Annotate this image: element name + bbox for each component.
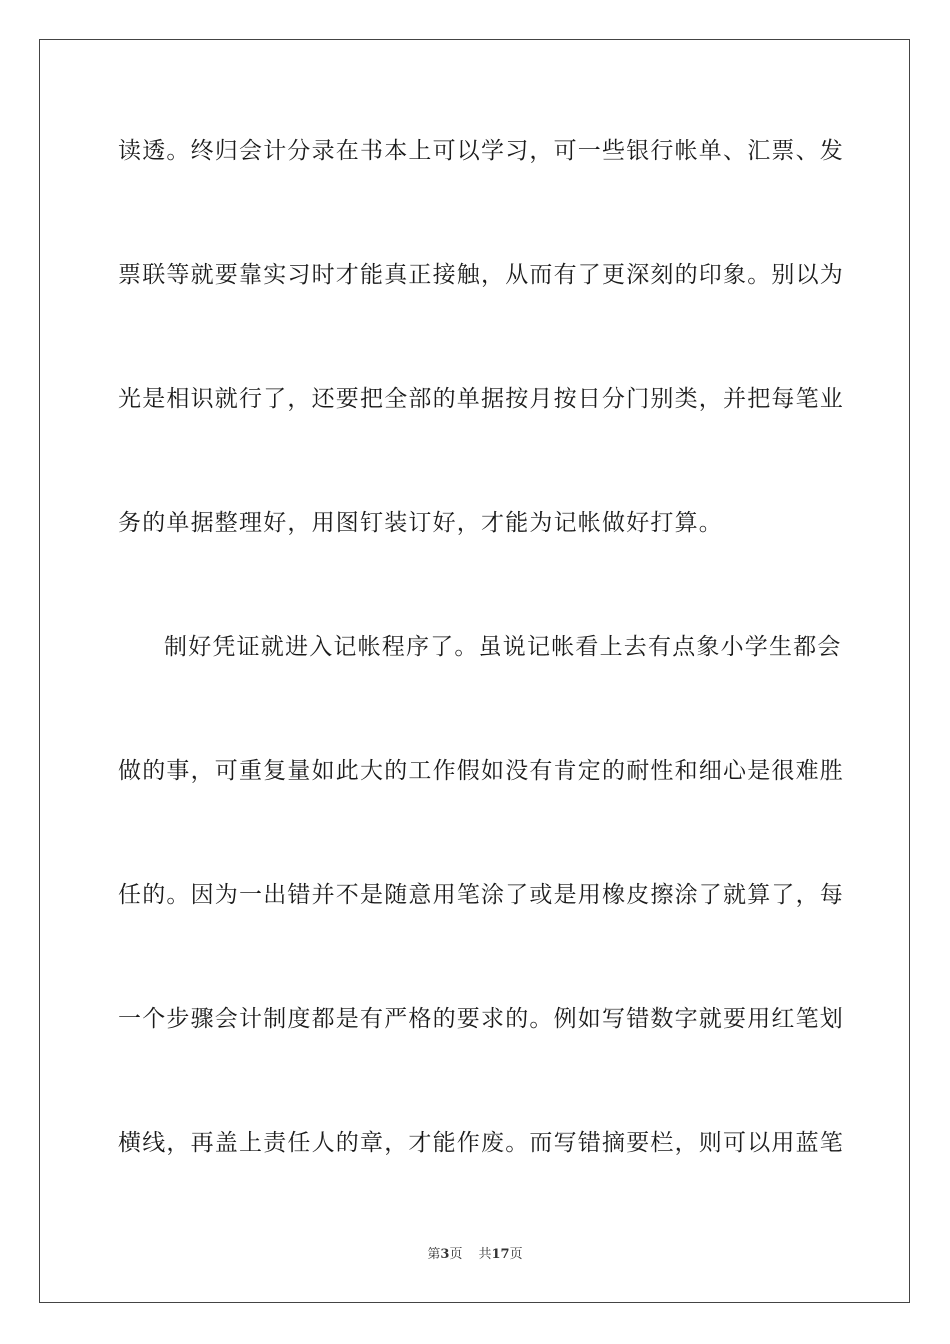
body-line-1: 读透。终归会计分录在书本上可以学习，可一些银行帐单、汇票、发: [118, 138, 844, 164]
page-suffix: 页: [449, 1247, 463, 1262]
page-border: [39, 39, 910, 1303]
body-line-9: 横线，再盖上责任人的章，才能作废。而写错摘要栏，则可以用蓝笔: [118, 1130, 844, 1156]
page-number: 3: [440, 1247, 450, 1262]
total-pages: 17: [491, 1247, 510, 1262]
body-line-4: 务的单据整理好，用图钉装订好，才能为记帐做好打算。: [118, 510, 723, 536]
body-line-8: 一个步骤会计制度都是有严格的要求的。例如写错数字就要用红笔划: [118, 1006, 844, 1032]
body-line-3: 光是相识就行了，还要把全部的单据按月按日分门别类，并把每笔业: [118, 386, 844, 412]
page-footer: [0, 1246, 950, 1264]
body-line-5: 制好凭证就进入记帐程序了。虽说记帐看上去有点象小学生都会: [164, 634, 842, 660]
page-prefix: 第: [427, 1247, 441, 1262]
body-line-6: 做的事，可重复量如此大的工作假如没有肯定的耐性和细心是很难胜: [118, 758, 844, 784]
total-suffix: 页: [509, 1247, 523, 1262]
body-line-7: 任的。因为一出错并不是随意用笔涂了或是用橡皮擦涂了就算了，每: [118, 882, 844, 908]
total-prefix: 共: [478, 1247, 492, 1262]
body-line-2: 票联等就要靠实习时才能真正接触，从而有了更深刻的印象。别以为: [118, 262, 844, 288]
